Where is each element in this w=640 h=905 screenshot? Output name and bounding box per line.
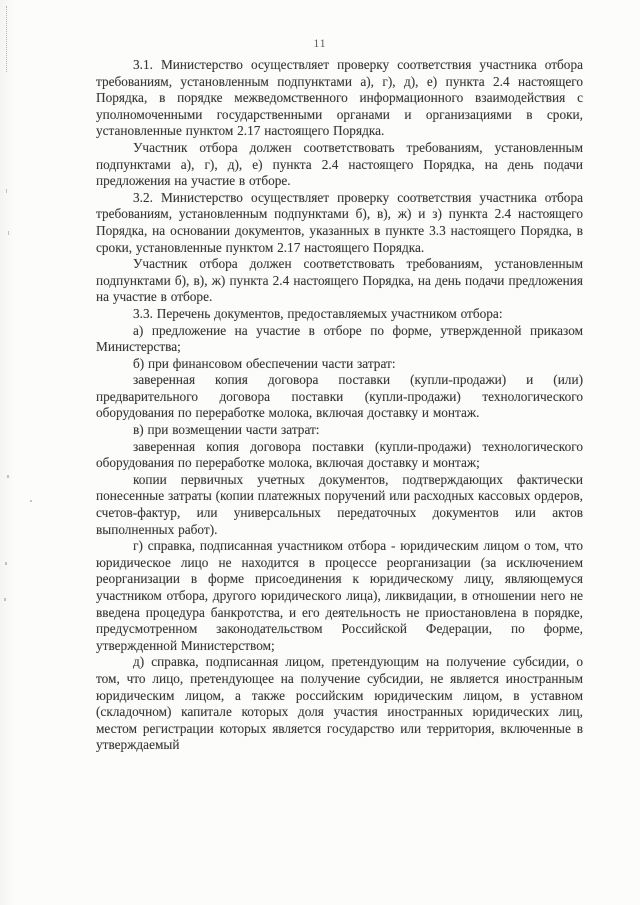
scan-speck [6, 189, 7, 193]
paragraph-3-2-participant: Участник отбора должен соответствовать требованиям, установленным подпунктами б), в), ж) пункта 2.4 настоящего Порядка, на день подачи предложения на участие в отборе. [96, 256, 583, 305]
paragraph-item-a: а) предложение на участие в отборе по форме, утвержденной приказом Министерства; [96, 322, 583, 355]
paragraph-item-v: в) при возмещении части затрат: [133, 422, 320, 438]
paragraph-3-1-participant: Участник отбора должен соответствовать требованиям, установленным подпунктами а), г), д), е) пункта 2.4 настоящего Порядка, на день подачи предложения на участие в отборе. [96, 139, 583, 189]
paragraph-item-d: д) справка, подписанная лицом, претендующим на получение субсидии, о том, что лицо, претендующее на получение субсидии, не является иностранным юридическим лицом, а также российским юридическим лицом, в уставном (складочном) капитале которых доля участия иностранных юридических лиц, местом регистрации которых является государство или территория, включенные в утверждаемый [96, 654, 583, 753]
paragraph-item-v-documents: копии первичных учетных документов, подтверждающих фактически понесенные затраты (копии платежных поручений или расходных кассовых ордеров, счетов-фактур, или универсальных передаточных документов или актов выполненных работ). [96, 471, 583, 537]
page-number: 11 [313, 38, 327, 50]
paragraph-3-3: 3.3. Перечень документов, предоставляемых участником отбора: [133, 305, 503, 321]
scan-speck [7, 475, 9, 478]
scan-speck [30, 500, 32, 502]
scan-speck [4, 598, 6, 601]
document-text [96, 57, 583, 754]
paragraph-item-v-copy: заверенная копия договора поставки (купли-продажи) технологического оборудования по переработке молока, включая доставку и монтаж; [96, 438, 583, 471]
paragraph-item-b-copy: заверенная копия договора поставки (купли-продажи) и (или) предварительного договора поставки (купли-продажи) технологического оборудования по переработке молока, включая доставку и монтаж. [96, 372, 583, 421]
paragraph-3-1: 3.1. Министерство осуществляет проверку соответствия участника отбора требованиям, установленным подпунктами а), г), д), е) пункта 2.4 настоящего Порядка, в порядке межведомственного информационного взаимодействия с уполномоченными государственными органами и организациями в сроки, установленные пунктом 2.17 настоящего Порядка. [96, 57, 583, 139]
paragraph-item-g: г) справка, подписанная участником отбора - юридическим лицом о том, что юридическое лицо не находится в процессе реорганизации (за исключением реорганизации в форме присоединения к юридическому лицу, являющемуся участником отбора, другого юридического лица), ликвидации, в отношении него не введена процедура банкротства, и его деятельность не приостановлена в порядке, предусмотренном законодательством Российской Федерации, по форме, утвержденной Министерством; [96, 538, 583, 653]
scan-speck [5, 562, 7, 565]
paragraph-3-2: 3.2. Министерство осуществляет проверку соответствия участника отбора требованиям, установленным подпунктами б), в), ж) и з) пункта 2.4 настоящего Порядка, на основании документов, указанных в пункте 3.3 настоящего Порядка, в сроки, установленные пунктом 2.17 настоящего Порядка. [96, 189, 583, 255]
scan-speck [8, 231, 9, 235]
paragraph-item-b: б) при финансовом обеспечении части затрат: [133, 355, 396, 371]
